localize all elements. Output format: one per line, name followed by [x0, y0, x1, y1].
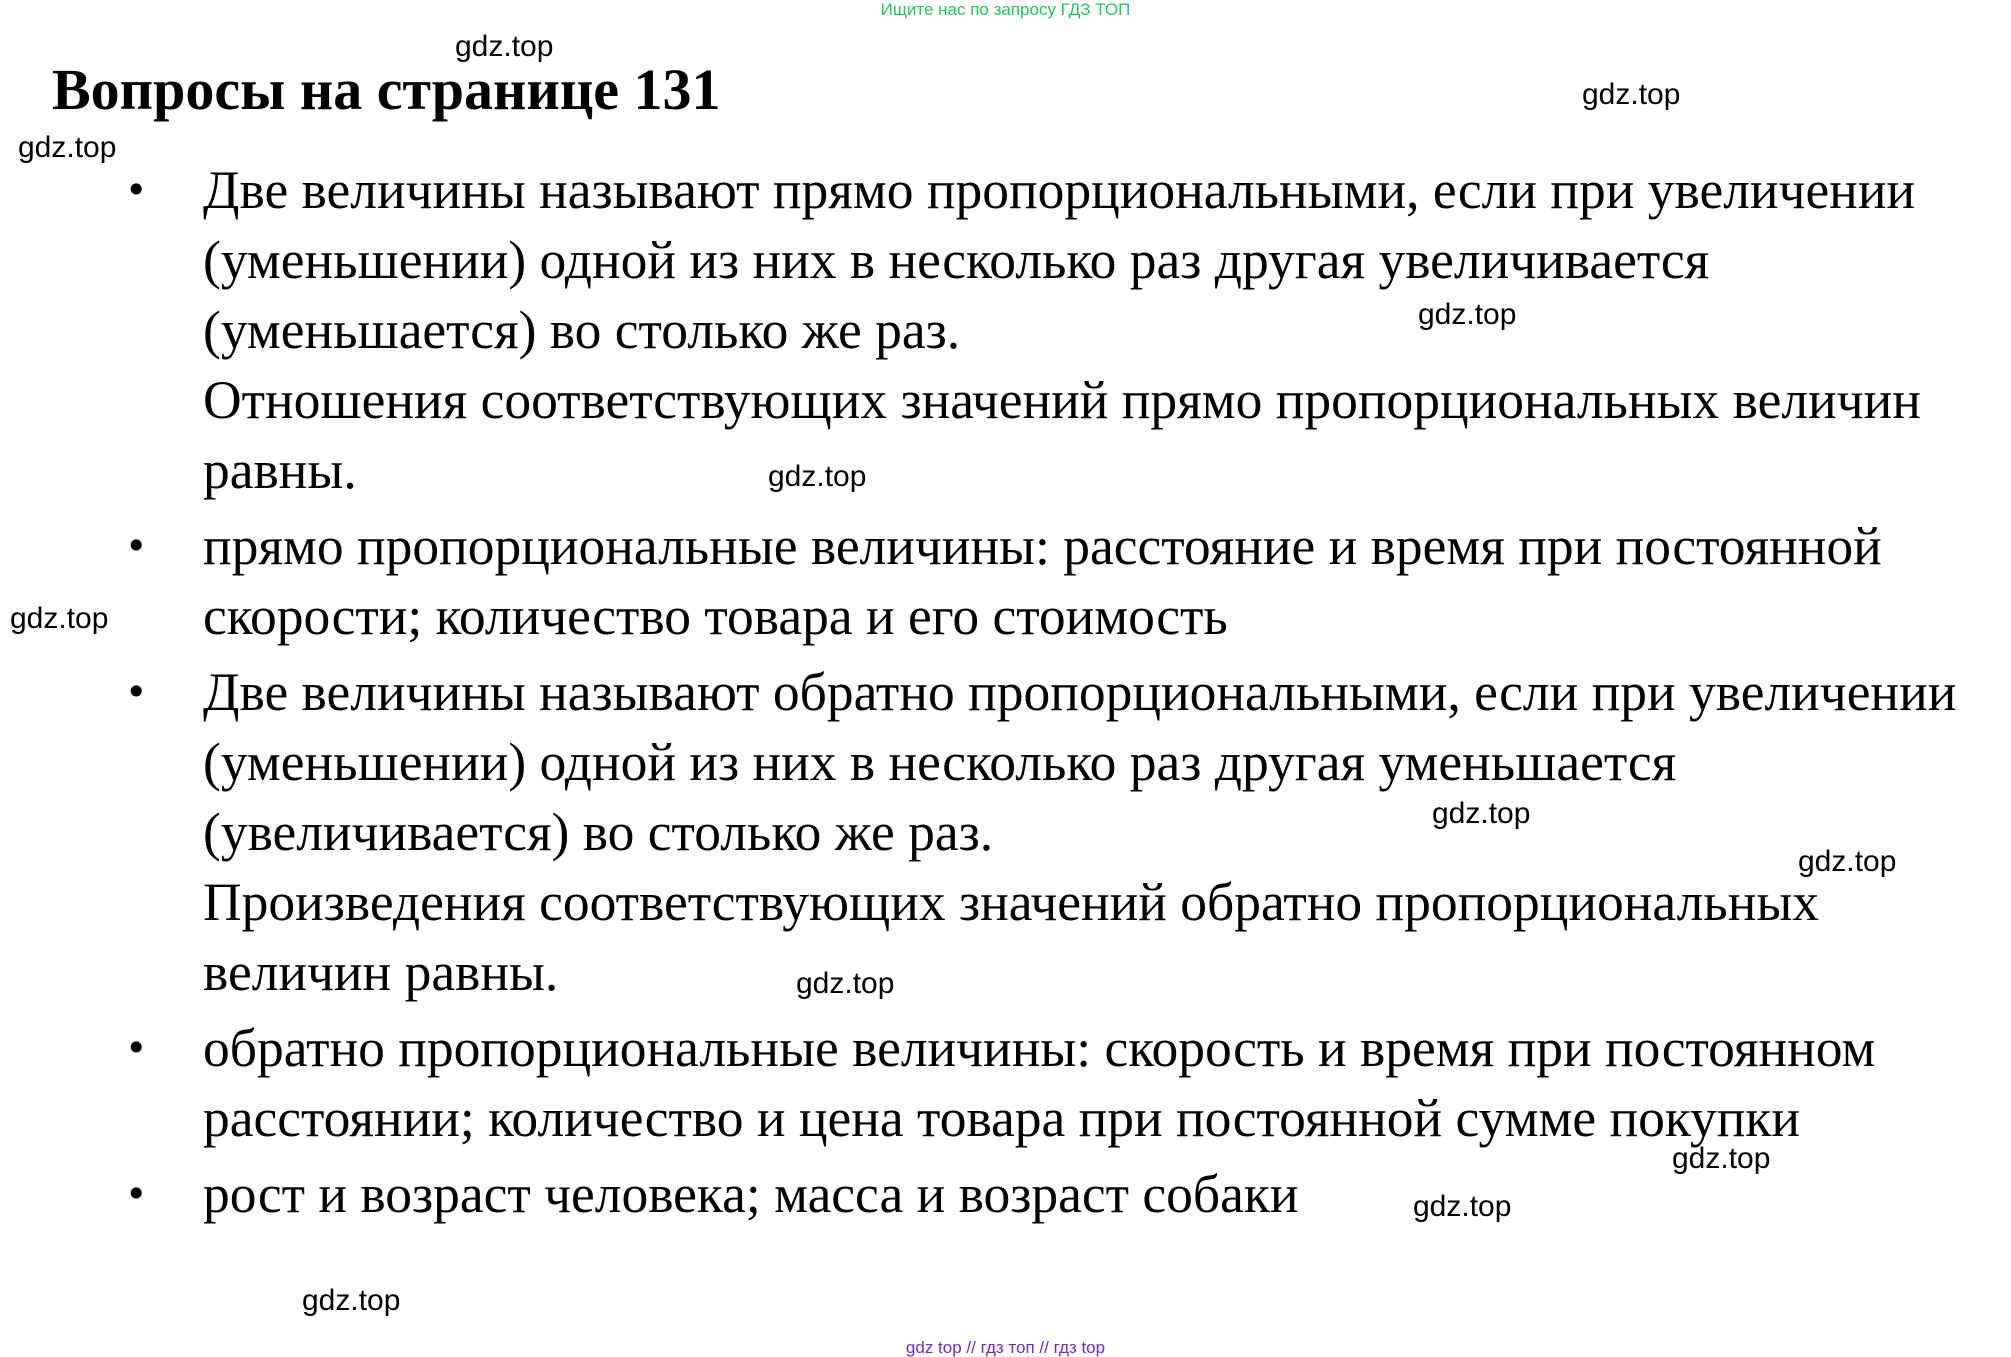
item-text: Отношения соответствующих значений прямо пропорциональных величин равны.: [203, 370, 1921, 500]
list-item: [125, 1013, 1995, 1153]
watermark: gdz.top: [1582, 78, 1681, 111]
item-text: обратно пропорциональные величины: скорость и время при постоянном расстоянии; количество и цена товара при постоянной сумме покупки: [203, 1018, 1876, 1148]
watermark: gdz.top: [302, 1284, 401, 1317]
bullet-icon: •: [125, 670, 148, 714]
watermark: gdz.top: [1798, 845, 1897, 878]
item-text: прямо пропорциональные величины: расстояние и время при постоянной скорости; количество товара и его стоимость: [203, 516, 1882, 646]
bullet-icon: •: [125, 524, 148, 568]
bottom-banner: gdz top // гдз топ // гдз top: [905, 1338, 1106, 1357]
watermark: gdz.top: [1413, 1190, 1512, 1223]
bullet-icon: •: [125, 1026, 148, 1070]
page-title: Вопросы на странице 131: [52, 57, 721, 122]
top-banner: Ищите нас по запросу ГДЗ ТОП: [880, 0, 1131, 19]
answer-list: [125, 155, 1995, 1235]
watermark: gdz.top: [18, 131, 117, 164]
bullet-icon: •: [125, 168, 148, 212]
bullet-icon: •: [125, 1172, 148, 1216]
list-item: [125, 657, 1995, 1007]
list-item: [125, 511, 1995, 651]
item-text: рост и возраст человека; масса и возраст собаки: [203, 1164, 1299, 1224]
watermark: gdz.top: [455, 30, 554, 63]
watermark: gdz.top: [1418, 298, 1517, 331]
watermark: gdz.top: [10, 602, 109, 635]
watermark: gdz.top: [1672, 1142, 1771, 1175]
item-text: Две величины называют обратно пропорциональными, если при увеличении (уменьшении) одной из них в несколько раз другая уменьшается (увеличивается) во столько же раз.: [203, 662, 1957, 862]
item-text: Произведения соответствующих значений обратно пропорциональных величин равны.: [203, 872, 1820, 1002]
item-text: Две величины называют прямо пропорциональными, если при увеличении (уменьшении) одной из них в несколько раз другая увеличивается (уменьшается) во столько же раз.: [203, 160, 1916, 360]
watermark: gdz.top: [796, 967, 895, 1000]
list-item: [125, 155, 1995, 505]
watermark: gdz.top: [1432, 797, 1531, 830]
watermark: gdz.top: [768, 460, 867, 493]
